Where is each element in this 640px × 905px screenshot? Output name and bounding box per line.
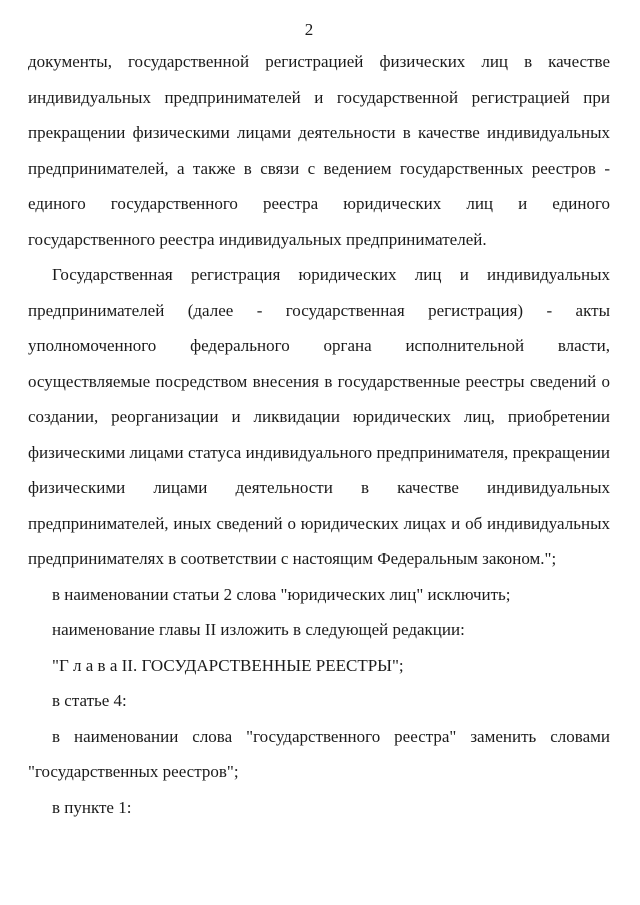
text-line: создании, реорганизации и ликвидации юридических лиц, приобретении	[28, 407, 610, 426]
text-line: государственного реестра индивидуальных предпринимателей.	[28, 229, 487, 249]
text-line: индивидуальных предпринимателей и государственной регистрацией при	[28, 87, 610, 107]
text-line: в наименовании статьи 2 слова "юридических лиц" исключить;	[52, 584, 511, 604]
text-line: в статье 4:	[52, 691, 127, 710]
document-text	[28, 44, 610, 825]
text-line: предпринимателей, иных сведений о юридических лицах и об индивидуальных	[28, 513, 610, 533]
text-line: прекращении физическими лицами деятельности в качестве индивидуальных	[28, 123, 610, 142]
text-line: Государственная регистрация юридических лиц и индивидуальных	[52, 265, 610, 284]
page-number: 2	[304, 20, 314, 39]
text-line: физическими лицами статуса индивидуального предпринимателя, прекращении	[28, 442, 610, 462]
text-line: "государственных реестров";	[28, 762, 239, 781]
text-line: осуществляемые посредством внесения в государственные реестры сведений о	[28, 371, 610, 391]
text-line: наименование главы II изложить в следующей редакции:	[52, 620, 465, 639]
text-line: предпринимателей, а также в связи с ведением государственных реестров -	[28, 158, 610, 178]
text-line: физическими лицами деятельности в качестве индивидуальных	[28, 478, 610, 497]
text-line: документы, государственной регистрацией физических лиц в качестве	[28, 52, 610, 71]
text-line: уполномоченного федерального органа исполнительной власти,	[28, 336, 610, 355]
text-line: "Г л а в а II. ГОСУДАРСТВЕННЫЕ РЕЕСТРЫ";	[52, 655, 404, 675]
text-line: в пункте 1:	[52, 797, 132, 817]
text-line: в наименовании слова "государственного реестра" заменить словами	[52, 726, 610, 746]
text-line: предпринимателей (далее - государственная регистрация) - акты	[28, 300, 610, 320]
text-line: единого государственного реестра юридических лиц и единого	[28, 194, 610, 213]
text-line: предпринимателях в соответствии с настоящим Федеральным законом.";	[28, 549, 557, 568]
